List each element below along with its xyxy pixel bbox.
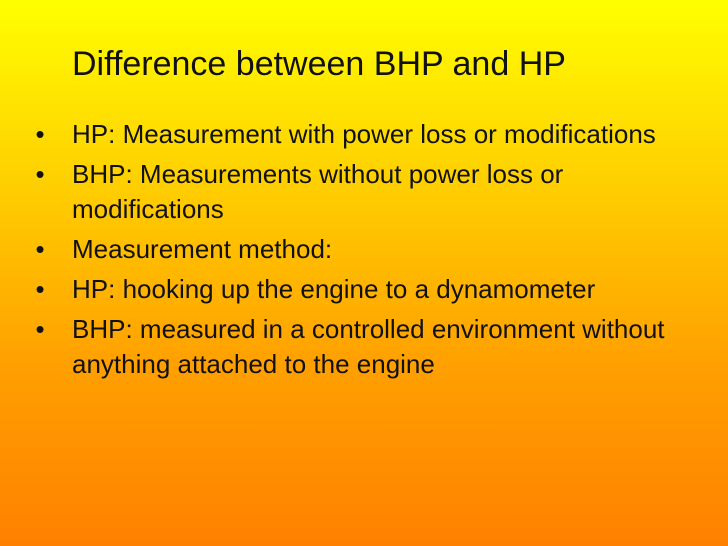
bullet-dot-icon: • <box>35 274 45 304</box>
bullet-text: HP: hooking up the engine to a dynamometer <box>72 274 596 304</box>
bullet-item-hp-definition <box>26 117 706 152</box>
bullet-dot-icon: • <box>35 234 45 264</box>
bullet-dot-icon: • <box>35 159 45 189</box>
bullet-item-bhp-method <box>26 312 706 382</box>
bullet-text: BHP: measured in a controlled environment without anything attached to the engine <box>72 314 665 379</box>
bullet-item-bhp-definition <box>26 157 706 227</box>
slide-title: Difference between BHP and HP <box>72 45 566 83</box>
bullet-list <box>26 117 706 387</box>
bullet-text: HP: Measurement with power loss or modifications <box>72 119 656 149</box>
bullet-dot-icon: • <box>35 119 45 149</box>
bullet-item-measurement-method <box>26 232 706 267</box>
bullet-text: BHP: Measurements without power loss or modifications <box>72 159 564 224</box>
bullet-dot-icon: • <box>35 314 45 344</box>
bullet-text: Measurement method: <box>72 234 333 264</box>
bullet-item-hp-method <box>26 272 706 307</box>
